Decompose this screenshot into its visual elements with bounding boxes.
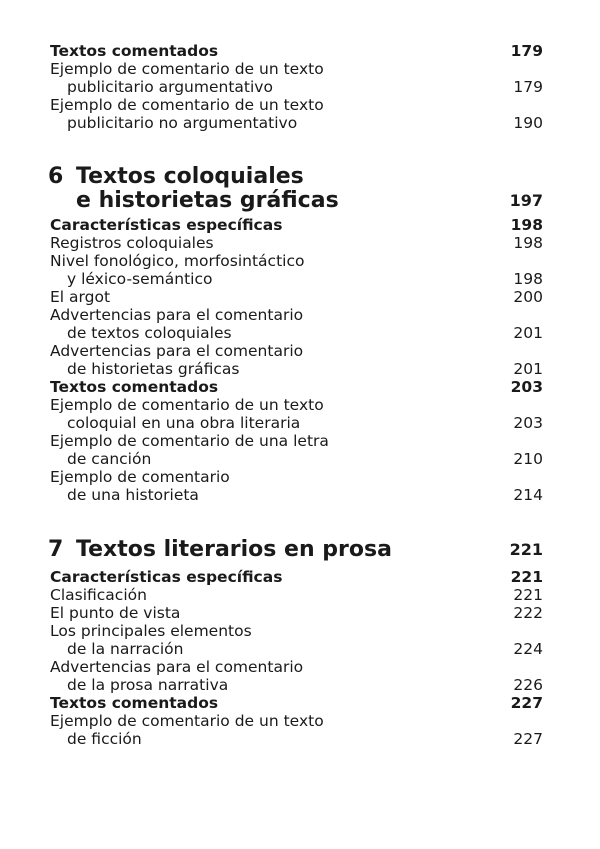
toc-entry xyxy=(0,234,600,252)
toc-entry-line: El punto de vista xyxy=(50,604,181,622)
toc-entry xyxy=(0,622,600,640)
toc-heading-row xyxy=(0,568,600,586)
toc-page-number: 179 xyxy=(513,78,543,96)
toc-entry xyxy=(0,604,600,622)
toc-entry-line: Ejemplo de comentario de una letra xyxy=(50,432,329,450)
toc-entry-cont xyxy=(0,360,600,378)
toc-entry xyxy=(0,342,600,360)
toc-entry-line: y léxico-semántico xyxy=(67,270,213,288)
toc-entry xyxy=(0,712,600,730)
toc-page-number: 210 xyxy=(513,450,543,468)
toc-entry xyxy=(0,96,600,114)
toc-entry-line: publicitario argumentativo xyxy=(67,78,273,96)
chapter-title: Textos coloquiales xyxy=(76,164,304,189)
toc-page-number: 198 xyxy=(513,270,543,288)
toc-entry-cont xyxy=(0,324,600,342)
chapter-title-row xyxy=(0,538,600,562)
toc-entry-cont xyxy=(0,414,600,432)
toc-heading: Textos comentados xyxy=(50,694,219,712)
toc-entry-line: Clasificación xyxy=(50,586,147,604)
toc-page-number: 221 xyxy=(510,568,543,586)
toc-entry xyxy=(0,432,600,450)
toc-entry-cont xyxy=(0,78,600,96)
toc-page-number: 221 xyxy=(513,586,543,604)
toc-entry-line: Ejemplo de comentario de un texto xyxy=(50,712,324,730)
toc-entry-line: Ejemplo de comentario de un texto xyxy=(50,96,324,114)
toc-entry-line: Registros coloquiales xyxy=(50,234,214,252)
toc-chapter-7-entries xyxy=(0,568,600,748)
chapter-page-number: 221 xyxy=(509,540,543,559)
toc-entry-line: Ejemplo de comentario de un texto xyxy=(50,60,324,78)
toc-entry-line: de ficción xyxy=(67,730,142,748)
toc-entry-line: El argot xyxy=(50,288,111,306)
toc-entry-line: de textos coloquiales xyxy=(67,324,232,342)
toc-entry-cont xyxy=(0,640,600,658)
toc-entry-line: Nivel fonológico, morfosintáctico xyxy=(50,252,305,270)
toc-heading-row xyxy=(0,42,600,60)
toc-entry-line: publicitario no argumentativo xyxy=(67,114,298,132)
toc-page-number: 179 xyxy=(510,42,543,60)
toc-entry-cont xyxy=(0,114,600,132)
toc-entry xyxy=(0,288,600,306)
toc-heading-row xyxy=(0,216,600,234)
toc-entry xyxy=(0,306,600,324)
toc-heading: Textos comentados xyxy=(50,42,219,60)
toc-page-number: 227 xyxy=(510,694,543,712)
toc-chapter-6-entries xyxy=(0,216,600,504)
toc-heading: Características específicas xyxy=(50,216,283,234)
toc-chapter-6 xyxy=(0,165,600,213)
toc-heading: Textos comentados xyxy=(50,378,219,396)
toc-entry-line: Advertencias para el comentario xyxy=(50,658,304,676)
toc-section-previous xyxy=(0,42,600,132)
toc-entry-cont xyxy=(0,450,600,468)
toc-entry-line: Advertencias para el comentario xyxy=(50,342,304,360)
toc-entry xyxy=(0,252,600,270)
toc-page-number: 222 xyxy=(513,604,543,622)
toc-entry-line: coloquial en una obra literaria xyxy=(67,414,301,432)
toc-entry-cont xyxy=(0,676,600,694)
toc-entry-line: de historietas gráficas xyxy=(67,360,240,378)
toc-entry xyxy=(0,658,600,676)
toc-entry-line: Ejemplo de comentario de un texto xyxy=(50,396,324,414)
chapter-title-row xyxy=(0,189,600,213)
toc-entry-line: de la narración xyxy=(67,640,184,658)
chapter-number: 7 xyxy=(48,537,64,562)
toc-page-number: 200 xyxy=(513,288,543,306)
toc-entry-line: Advertencias para el comentario xyxy=(50,306,304,324)
toc-page-number: 198 xyxy=(513,234,543,252)
toc-heading-row xyxy=(0,694,600,712)
chapter-title-row xyxy=(0,165,600,189)
toc-entry-cont xyxy=(0,730,600,748)
toc-page-number: 214 xyxy=(513,486,543,504)
toc-page-number: 198 xyxy=(510,216,543,234)
toc-entry-line: de canción xyxy=(67,450,152,468)
chapter-number: 6 xyxy=(48,164,64,189)
toc-entry-cont xyxy=(0,486,600,504)
toc-page-number: 201 xyxy=(513,360,543,378)
toc-entry-line: de una historieta xyxy=(67,486,199,504)
toc-page-number: 203 xyxy=(510,378,543,396)
chapter-title: e historietas gráficas xyxy=(76,188,339,213)
toc-page-number: 227 xyxy=(513,730,543,748)
toc-page-number: 224 xyxy=(513,640,543,658)
toc-heading: Características específicas xyxy=(50,568,283,586)
toc-page-number: 203 xyxy=(513,414,543,432)
toc-entry xyxy=(0,468,600,486)
toc-entry-line: Ejemplo de comentario xyxy=(50,468,230,486)
chapter-title: Textos literarios en prosa xyxy=(76,537,392,562)
toc-heading-row xyxy=(0,378,600,396)
toc-entry xyxy=(0,586,600,604)
toc-entry-line: de la prosa narrativa xyxy=(67,676,229,694)
toc-page-number: 226 xyxy=(513,676,543,694)
toc-page-number: 201 xyxy=(513,324,543,342)
toc-page-number: 190 xyxy=(513,114,543,132)
toc-entry-line: Los principales elementos xyxy=(50,622,252,640)
toc-entry-cont xyxy=(0,270,600,288)
toc-entry xyxy=(0,396,600,414)
toc-entry xyxy=(0,60,600,78)
chapter-page-number: 197 xyxy=(509,191,543,210)
toc-chapter-7 xyxy=(0,538,600,562)
